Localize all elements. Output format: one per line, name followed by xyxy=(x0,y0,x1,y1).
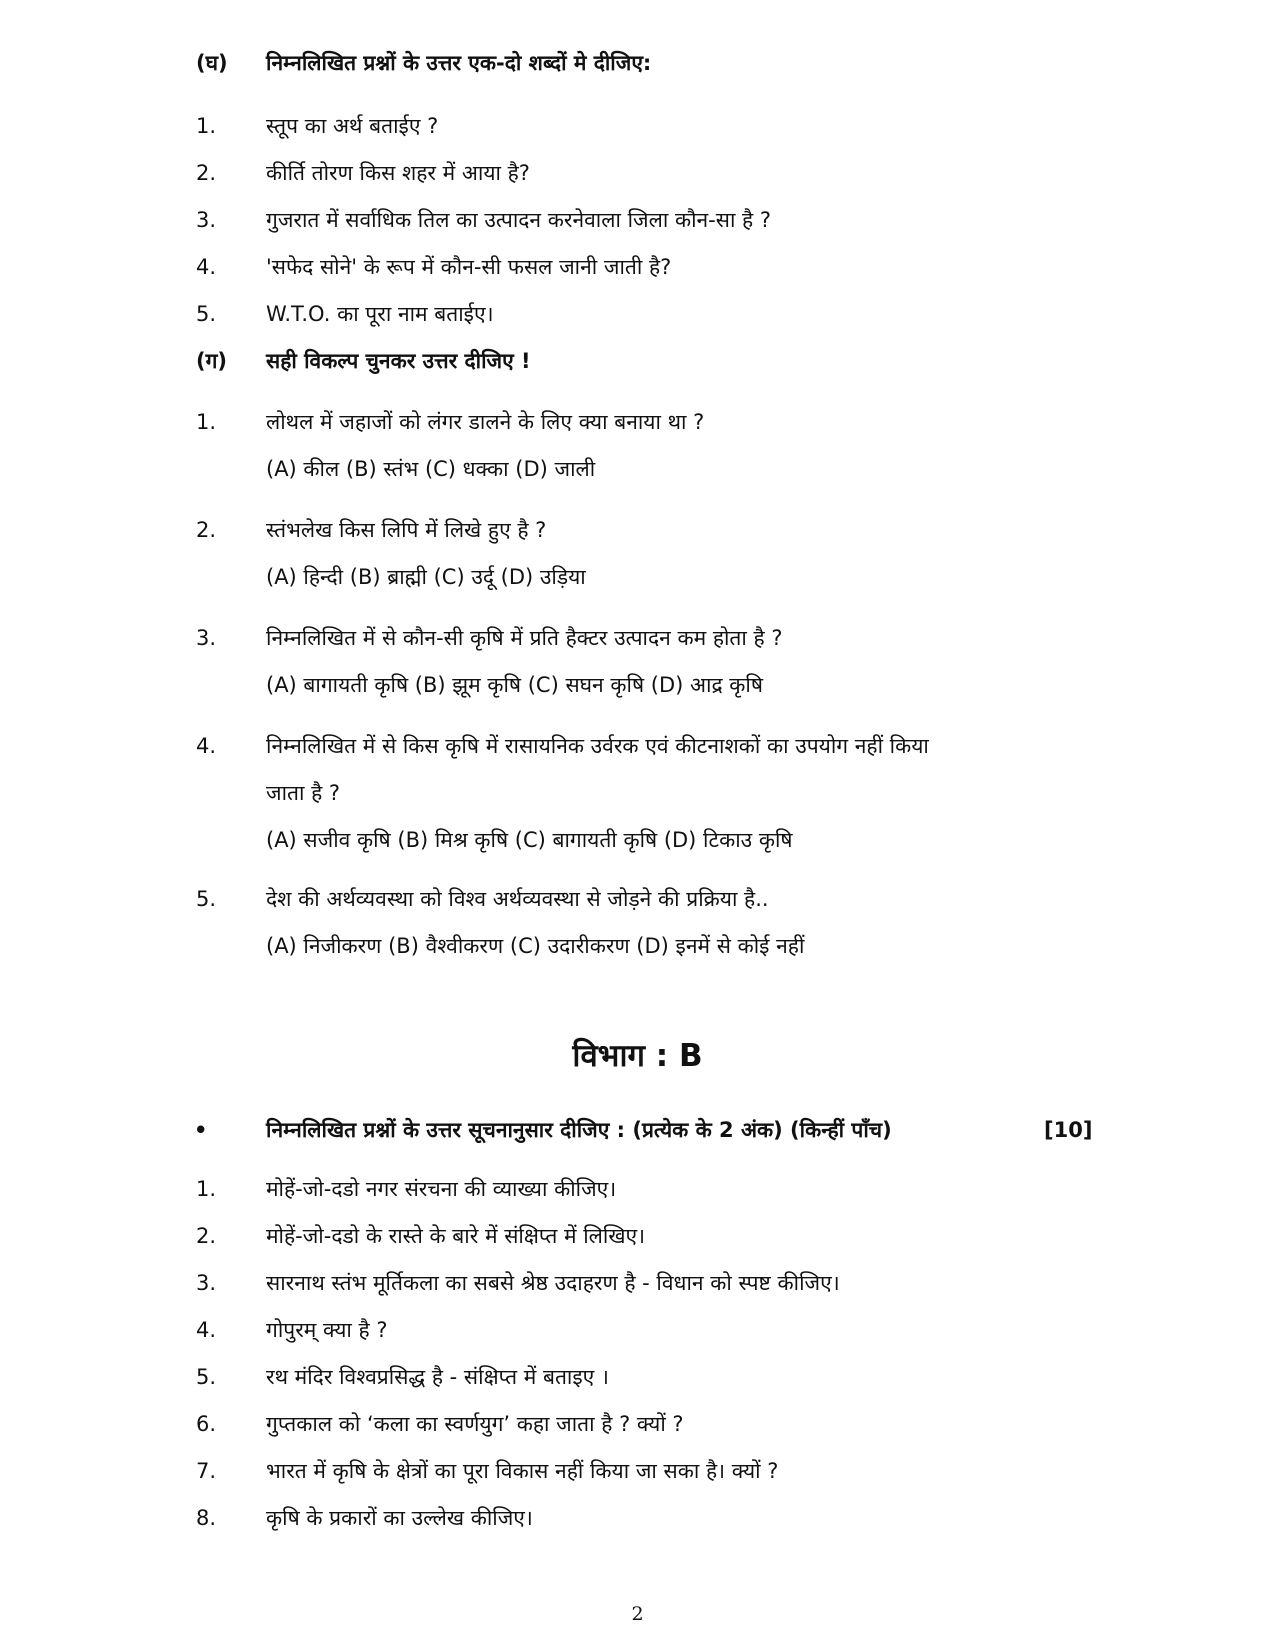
question-text-continued: जाता है ? xyxy=(266,781,341,805)
mcq-question xyxy=(0,405,1275,439)
mcq-question xyxy=(0,729,1275,763)
question-text: निम्नलिखित में से कौन-सी कृषि में प्रति हैक्टर उत्पादन कम होता है ? xyxy=(266,626,783,650)
item-number: 4. xyxy=(196,1318,217,1342)
section-b-title: विभाग : B xyxy=(572,1038,703,1074)
item-number: 2. xyxy=(196,1224,217,1248)
item-text: भारत में कृषि के क्षेत्रों का पूरा विकास नहीं किया जा सका है। क्यों ? xyxy=(266,1459,779,1483)
item-text: गुप्तकाल को ‘कला का स्वर्णयुग’ कहा जाता है ? क्यों ? xyxy=(266,1412,684,1436)
item-number: 6. xyxy=(196,1412,217,1436)
item-number: 1. xyxy=(196,1177,217,1201)
list-item xyxy=(0,1313,1275,1347)
bullet: • xyxy=(194,1118,208,1142)
item-text: मोहें-जो-दडो नगर संरचना की व्याख्या कीजिए। xyxy=(266,1177,617,1201)
item-text: W.T.O. का पूरा नाम बताईए। xyxy=(266,302,494,326)
question-text: निम्नलिखित में से किस कृषि में रासायनिक उर्वरक एवं कीटनाशकों का उपयोग नहीं किया xyxy=(266,734,929,758)
item-number: 5. xyxy=(196,1365,217,1389)
question-text: लोथल में जहाजों को लंगर डालने के लिए क्या बनाया था ? xyxy=(266,410,705,434)
item-text: कृषि के प्रकारों का उल्लेख कीजिए। xyxy=(266,1506,533,1530)
item-text: मोहें-जो-दडो के रास्ते के बारे में संक्षिप्त में लिखिए। xyxy=(266,1224,646,1248)
question-text: स्तंभलेख किस लिपि में लिखे हुए है ? xyxy=(266,518,547,542)
item-number: 2. xyxy=(196,518,217,542)
options-text: (A) निजीकरण (B) वैश्वीकरण (C) उदारीकरण (D) इनमें से कोई नहीं xyxy=(266,934,805,958)
mcq-question xyxy=(0,621,1275,655)
section-b-heading-row xyxy=(0,1113,1275,1147)
part-gh-heading: निम्नलिखित प्रश्नों के उत्तर एक-दो शब्दों मे दीजिए: xyxy=(266,51,652,75)
list-item xyxy=(0,1407,1275,1441)
item-number: 3. xyxy=(196,208,217,232)
list-item xyxy=(0,297,1275,331)
mcq-options xyxy=(0,823,1275,857)
part-ga-heading-row xyxy=(0,344,1275,378)
part-gh-marker: (घ) xyxy=(196,51,228,75)
item-text: कीर्ति तोरण किस शहर में आया है? xyxy=(266,161,530,185)
item-number: 7. xyxy=(196,1459,217,1483)
mcq-options xyxy=(0,668,1275,702)
item-text: 'सफेद सोने' के रूप में कौन-सी फसल जानी जाती है? xyxy=(266,255,672,279)
question-text: देश की अर्थव्यवस्था को विश्व अर्थव्यवस्था से जोड़ने की प्रक्रिया है.. xyxy=(266,887,769,911)
list-item xyxy=(0,1172,1275,1206)
item-text: सारनाथ स्तंभ मूर्तिकला का सबसे श्रेष्ठ उदाहरण है - विधान को स्पष्ट कीजिए। xyxy=(266,1271,840,1295)
list-item xyxy=(0,1360,1275,1394)
item-number: 8. xyxy=(196,1506,217,1530)
mcq-options xyxy=(0,452,1275,486)
section-b-heading: निम्नलिखित प्रश्नों के उत्तर सूचनानुसार दीजिए : (प्रत्येक के 2 अंक) (किन्हीं पाँच) xyxy=(266,1118,892,1142)
item-text: गुजरात में सर्वाधिक तिल का उत्पादन करनेवाला जिला कौन-सा है ? xyxy=(266,208,772,232)
options-text: (A) कील (B) स्तंभ (C) धक्का (D) जाली xyxy=(266,457,596,481)
item-number: 5. xyxy=(196,887,217,911)
mcq-question xyxy=(0,513,1275,547)
list-item xyxy=(0,250,1275,284)
list-item xyxy=(0,109,1275,143)
list-item xyxy=(0,1266,1275,1300)
list-item xyxy=(0,1219,1275,1253)
list-item xyxy=(0,1501,1275,1535)
mcq-question xyxy=(0,882,1275,916)
item-number: 1. xyxy=(196,410,217,434)
mcq-options xyxy=(0,560,1275,594)
page-number: 2 xyxy=(631,1603,644,1625)
options-text: (A) सजीव कृषि (B) मिश्र कृषि (C) बागायती कृषि (D) टिकाउ कृषि xyxy=(266,828,793,852)
part-gh-heading-row xyxy=(0,46,1275,80)
item-number: 5. xyxy=(196,302,217,326)
item-text: गोपुरम् क्या है ? xyxy=(266,1318,388,1342)
item-number: 1. xyxy=(196,114,217,138)
mcq-question-continued xyxy=(0,776,1275,810)
item-number: 3. xyxy=(196,1271,217,1295)
item-text: रथ मंदिर विश्वप्रसिद्ध है - संक्षिप्त में बताइए । xyxy=(266,1365,609,1389)
item-number: 2. xyxy=(196,161,217,185)
marks-badge: [10] xyxy=(1044,1118,1093,1142)
item-text: स्तूप का अर्थ बताईए ? xyxy=(266,114,439,138)
list-item xyxy=(0,203,1275,237)
item-number: 4. xyxy=(196,255,217,279)
options-text: (A) बागायती कृषि (B) झूम कृषि (C) सघन कृषि (D) आद्र कृषि xyxy=(266,673,763,697)
item-number: 4. xyxy=(196,734,217,758)
list-item xyxy=(0,156,1275,190)
part-ga-marker: (ग) xyxy=(196,349,228,373)
mcq-options xyxy=(0,929,1275,963)
part-ga-heading: सही विकल्प चुनकर उत्तर दीजिए ! xyxy=(266,349,531,373)
item-number: 3. xyxy=(196,626,217,650)
options-text: (A) हिन्दी (B) ब्राह्मी (C) उर्दू (D) उड़िया xyxy=(266,565,586,589)
list-item xyxy=(0,1454,1275,1488)
